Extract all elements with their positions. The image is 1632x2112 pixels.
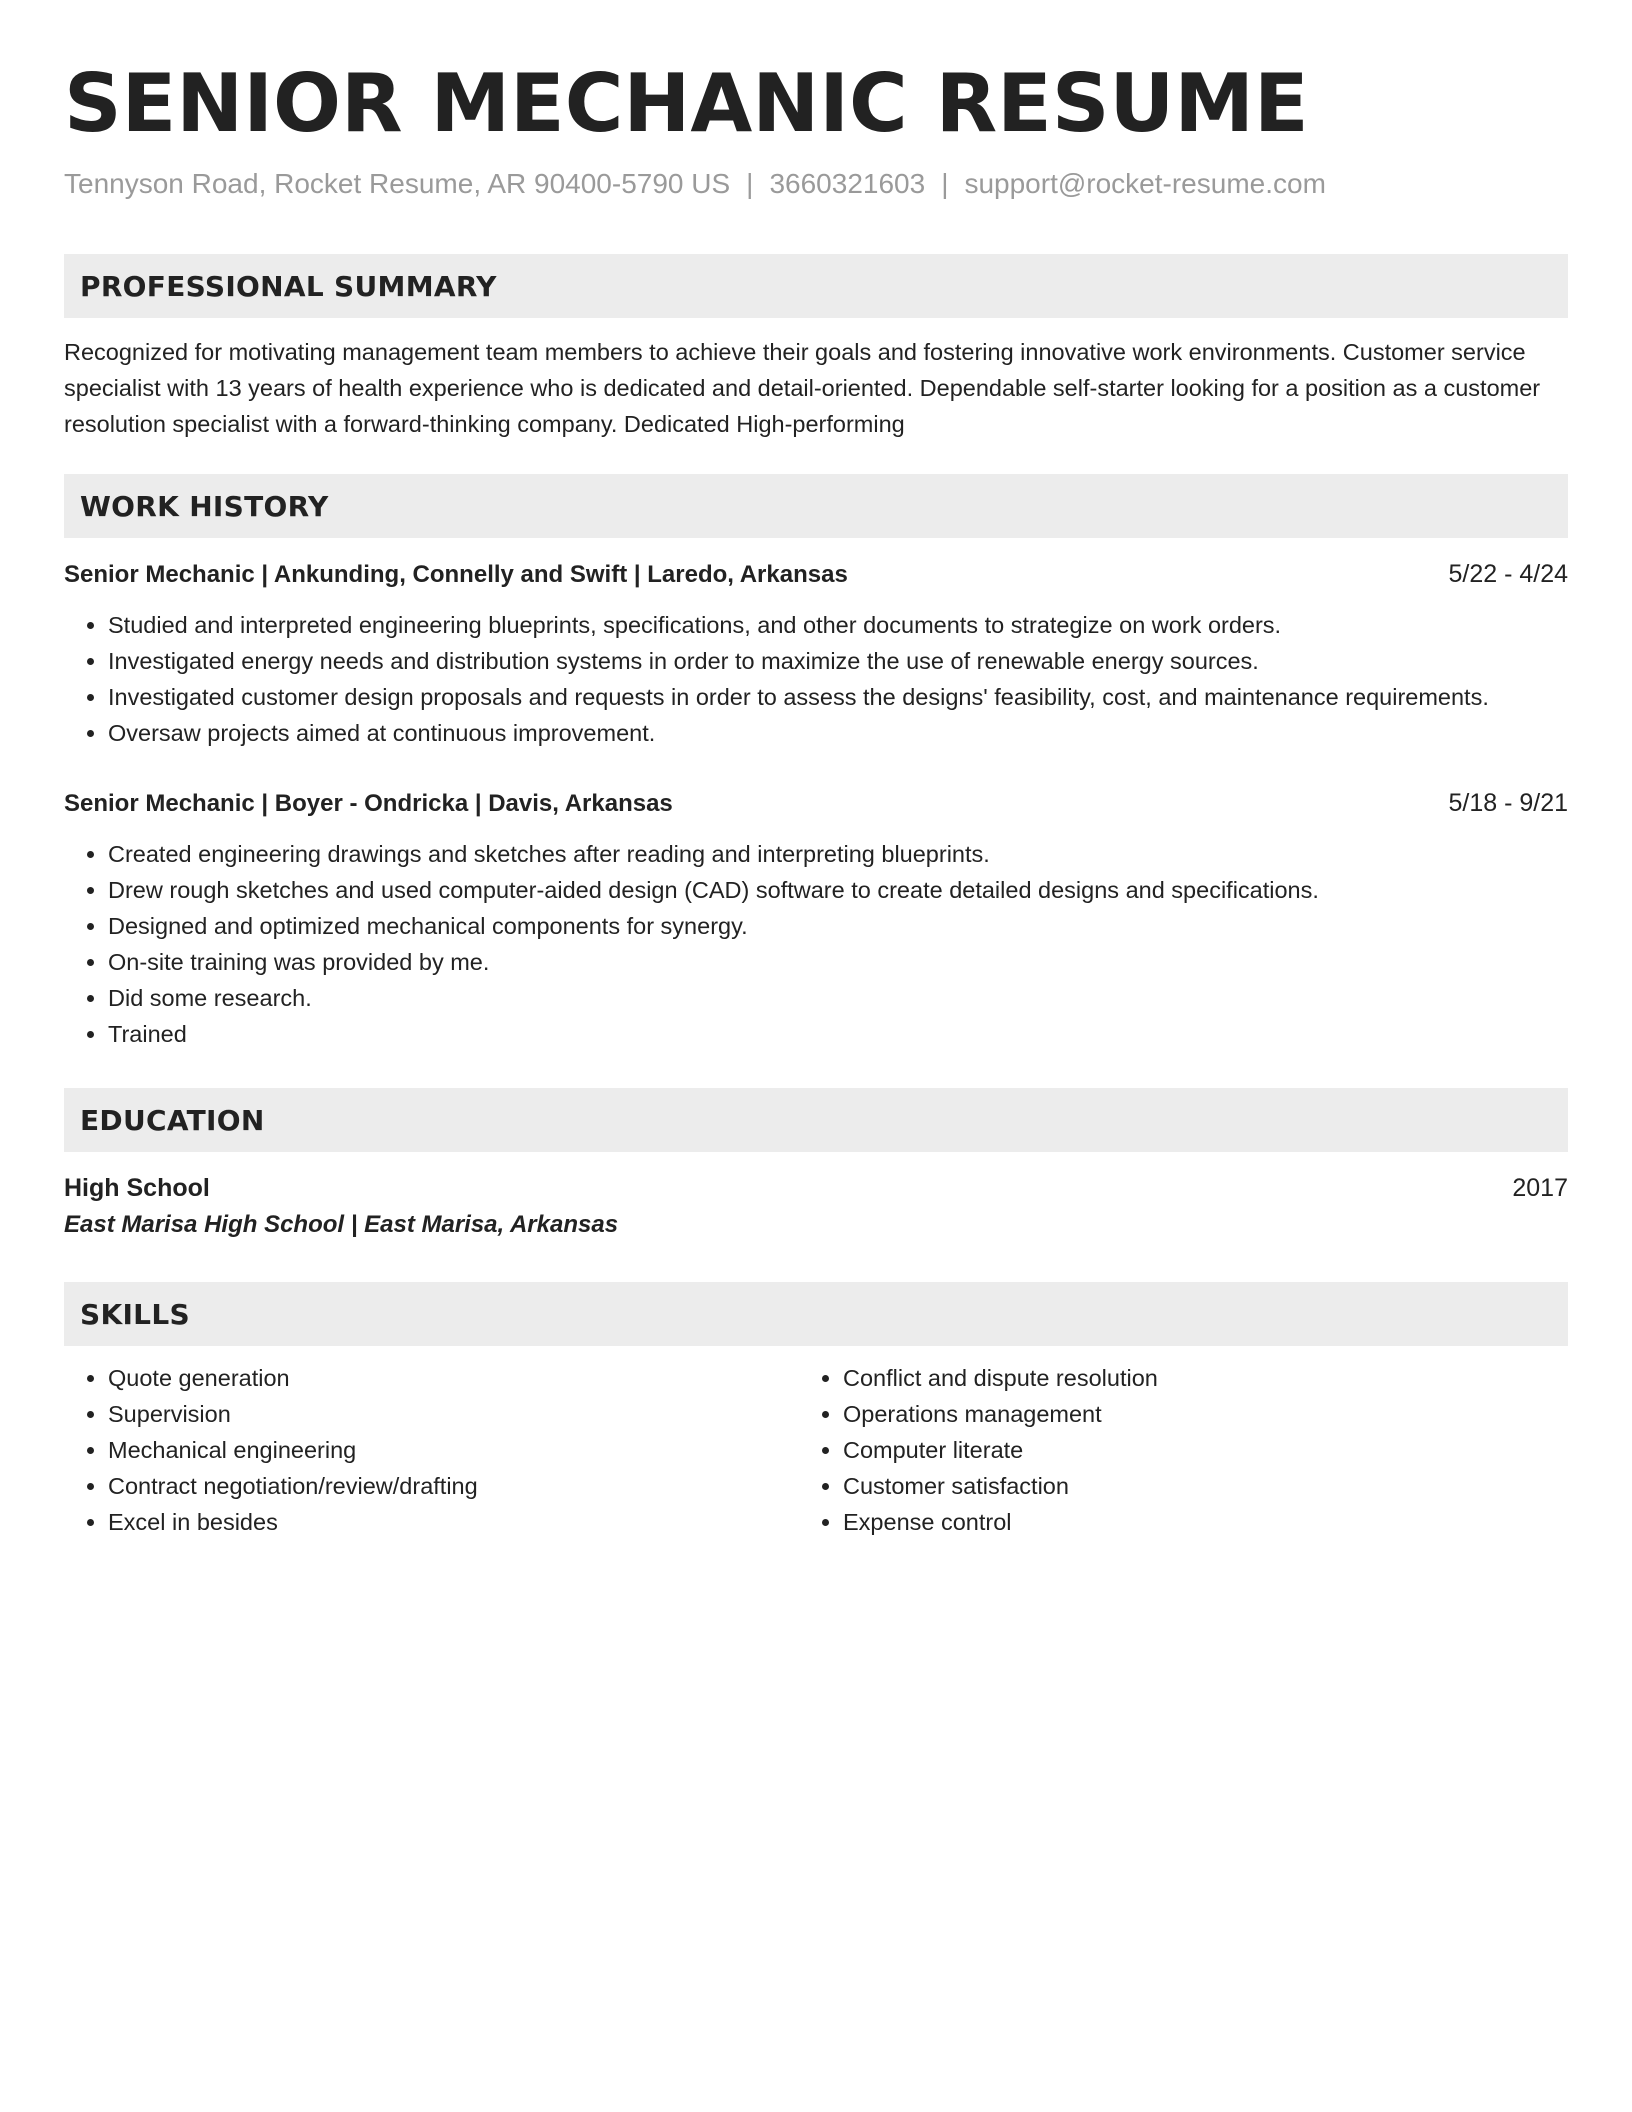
section-header-work-history: WORK HISTORY: [64, 474, 1568, 538]
skills-columns: [64, 1360, 1568, 1540]
section-header-skills: SKILLS: [64, 1282, 1568, 1346]
job-bullet-list: [64, 607, 1568, 751]
education-degree: High School: [64, 1174, 210, 1202]
list-item: • Investigated customer design proposals and requests in order to assess the designs' feasibility, cost, and maintenance requirements.: [108, 679, 1568, 715]
list-item: • Trained: [108, 1016, 1568, 1052]
skills-list-left: [64, 1360, 799, 1540]
contact-email: support@rocket-resume.com: [964, 168, 1326, 199]
list-item: • Operations management: [843, 1396, 1568, 1432]
list-item: • Mechanical engineering: [108, 1432, 799, 1468]
education-year: 2017: [1512, 1174, 1568, 1202]
education-school: East Marisa High School | East Marisa, Arkansas: [64, 1211, 619, 1238]
section-header-summary: PROFESSIONAL SUMMARY: [64, 254, 1568, 318]
job-dates: 5/22 - 4/24: [1448, 560, 1568, 588]
list-item: • Computer literate: [843, 1432, 1568, 1468]
list-item: • Did some research.: [108, 980, 1568, 1016]
summary-text: Recognized for motivating management team members to achieve their goals and fostering innovative work environments. Customer service specialist with 13 years of health experience who is dedicated and detail-oriented. Dependable self-starter looking for a position as a customer resolution specialist with a forward-thinking company. Dedicated High-performing: [64, 339, 1541, 437]
job-bullet-list: [64, 836, 1568, 1052]
list-item: • Oversaw projects aimed at continuous improvement.: [108, 715, 1568, 751]
list-item: • Drew rough sketches and used computer-aided design (CAD) software to create detailed designs and specifications.: [108, 872, 1568, 908]
list-item: • Excel in besides: [108, 1504, 799, 1540]
contact-address: Tennyson Road, Rocket Resume, AR 90400-5790 US: [64, 168, 731, 199]
contact-separator: |: [746, 168, 754, 199]
list-item: • Investigated energy needs and distribution systems in order to maximize the use of renewable energy sources.: [108, 643, 1568, 679]
list-item: • Designed and optimized mechanical components for synergy.: [108, 908, 1568, 944]
contact-separator: |: [941, 168, 949, 199]
list-item: • Contract negotiation/review/drafting: [108, 1468, 799, 1504]
job-title: Senior Mechanic | Ankunding, Connelly and Swift | Laredo, Arkansas: [64, 561, 848, 588]
contact-line: [64, 166, 1568, 202]
list-item: • On-site training was provided by me.: [108, 944, 1568, 980]
job-dates: 5/18 - 9/21: [1448, 789, 1568, 817]
list-item: • Expense control: [843, 1504, 1568, 1540]
contact-phone: 3660321603: [769, 168, 926, 199]
job-entry-header: [64, 785, 1568, 822]
list-item: • Studied and interpreted engineering blueprints, specifications, and other documents to strategize on work orders.: [108, 607, 1568, 643]
list-item: • Supervision: [108, 1396, 799, 1432]
section-header-education: EDUCATION: [64, 1088, 1568, 1152]
education-entry-header: [64, 1170, 1568, 1206]
job-entry-header: [64, 556, 1568, 593]
list-item: • Quote generation: [108, 1360, 799, 1396]
list-item: • Created engineering drawings and sketches after reading and interpreting blueprints.: [108, 836, 1568, 872]
list-item: • Customer satisfaction: [843, 1468, 1568, 1504]
skills-list-right: [799, 1360, 1568, 1540]
job-title: Senior Mechanic | Boyer - Ondricka | Davis, Arkansas: [64, 790, 673, 817]
resume-title: SENIOR MECHANIC RESUME: [64, 57, 1309, 150]
list-item: • Conflict and dispute resolution: [843, 1360, 1568, 1396]
